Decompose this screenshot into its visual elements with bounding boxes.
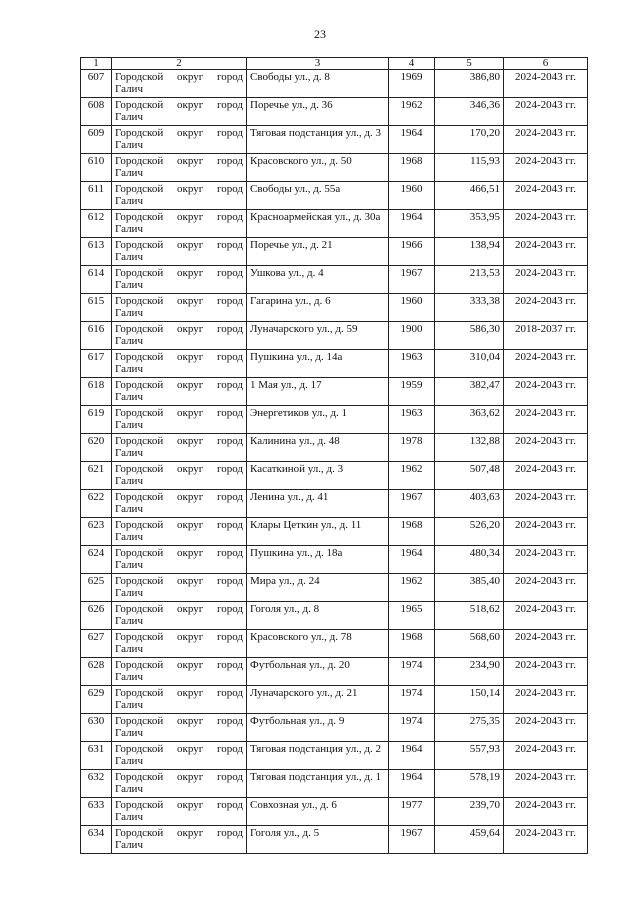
row-number-cell: 631 [81, 742, 112, 770]
table-row [81, 770, 588, 798]
repair-period-cell: 2024-2043 гг. [504, 826, 588, 854]
page-number: 23 [314, 27, 326, 41]
column-header-2: 2 [112, 58, 247, 70]
municipality-cell: Городской округ город Галич [112, 98, 247, 126]
table-row [81, 658, 588, 686]
municipality-cell: Городской округ город Галич [112, 350, 247, 378]
repair-period-cell: 2024-2043 гг. [504, 798, 588, 826]
area-cell: 507,48 [435, 462, 504, 490]
repair-period-cell: 2024-2043 гг. [504, 126, 588, 154]
table-row [81, 518, 588, 546]
municipality-cell: Городской округ город Галич [112, 210, 247, 238]
municipality-cell: Городской округ город Галич [112, 294, 247, 322]
column-header-4: 4 [389, 58, 435, 70]
row-number-cell: 633 [81, 798, 112, 826]
address-cell: Гоголя ул., д. 8 [247, 602, 389, 630]
row-number-cell: 616 [81, 322, 112, 350]
municipality-cell: Городской округ город Галич [112, 658, 247, 686]
address-cell: Свободы ул., д. 8 [247, 70, 389, 98]
address-cell: Гагарина ул., д. 6 [247, 294, 389, 322]
municipality-cell: Городской округ город Галич [112, 378, 247, 406]
area-cell: 518,62 [435, 602, 504, 630]
area-cell: 234,90 [435, 658, 504, 686]
row-number-cell: 609 [81, 126, 112, 154]
table-row [81, 742, 588, 770]
table-row [81, 266, 588, 294]
table-row [81, 826, 588, 854]
repair-period-cell: 2024-2043 гг. [504, 98, 588, 126]
address-cell: Красноармейская ул., д. 30а [247, 210, 389, 238]
municipality-cell: Городской округ город Галич [112, 490, 247, 518]
row-number-cell: 620 [81, 434, 112, 462]
address-cell: Футбольная ул., д. 20 [247, 658, 389, 686]
area-cell: 480,34 [435, 546, 504, 574]
row-number-cell: 613 [81, 238, 112, 266]
header-row [81, 58, 588, 70]
row-number-cell: 612 [81, 210, 112, 238]
address-cell: Тяговая подстанция ул., д. 3 [247, 126, 389, 154]
area-cell: 353,95 [435, 210, 504, 238]
address-cell: Красовского ул., д. 78 [247, 630, 389, 658]
row-number-cell: 634 [81, 826, 112, 854]
municipality-cell: Городской округ город Галич [112, 742, 247, 770]
year-built-cell: 1900 [389, 322, 435, 350]
address-cell: Красовского ул., д. 50 [247, 154, 389, 182]
table-row [81, 294, 588, 322]
area-cell: 466,51 [435, 182, 504, 210]
address-cell: Гоголя ул., д. 5 [247, 826, 389, 854]
address-cell: 1 Мая ул., д. 17 [247, 378, 389, 406]
area-cell: 239,70 [435, 798, 504, 826]
table-row [81, 70, 588, 98]
table-row [81, 574, 588, 602]
table-row [81, 322, 588, 350]
municipality-cell: Городской округ город Галич [112, 518, 247, 546]
area-cell: 557,93 [435, 742, 504, 770]
address-cell: Мира ул., д. 24 [247, 574, 389, 602]
repair-period-cell: 2024-2043 гг. [504, 210, 588, 238]
year-built-cell: 1964 [389, 742, 435, 770]
address-cell: Пушкина ул., д. 14а [247, 350, 389, 378]
municipality-cell: Городской округ город Галич [112, 70, 247, 98]
area-cell: 346,36 [435, 98, 504, 126]
table-row [81, 546, 588, 574]
table-row [81, 98, 588, 126]
address-cell: Тяговая подстанция ул., д. 1 [247, 770, 389, 798]
year-built-cell: 1965 [389, 602, 435, 630]
row-number-cell: 614 [81, 266, 112, 294]
year-built-cell: 1962 [389, 462, 435, 490]
repair-period-cell: 2024-2043 гг. [504, 154, 588, 182]
repair-period-cell: 2024-2043 гг. [504, 630, 588, 658]
repair-period-cell: 2024-2043 гг. [504, 434, 588, 462]
municipality-cell: Городской округ город Галич [112, 182, 247, 210]
table-row [81, 238, 588, 266]
table-row [81, 378, 588, 406]
municipality-cell: Городской округ город Галич [112, 322, 247, 350]
column-header-6: 6 [504, 58, 588, 70]
year-built-cell: 1959 [389, 378, 435, 406]
repair-period-cell: 2024-2043 гг. [504, 70, 588, 98]
repair-period-cell: 2024-2043 гг. [504, 686, 588, 714]
area-cell: 526,20 [435, 518, 504, 546]
area-cell: 170,20 [435, 126, 504, 154]
address-cell: Луначарского ул., д. 21 [247, 686, 389, 714]
address-cell: Совхозная ул., д. 6 [247, 798, 389, 826]
table-row [81, 210, 588, 238]
row-number-cell: 619 [81, 406, 112, 434]
repair-period-cell: 2024-2043 гг. [504, 378, 588, 406]
row-number-cell: 615 [81, 294, 112, 322]
year-built-cell: 1967 [389, 266, 435, 294]
table-row [81, 630, 588, 658]
year-built-cell: 1966 [389, 238, 435, 266]
address-cell: Поречье ул., д. 21 [247, 238, 389, 266]
municipality-cell: Городской округ город Галич [112, 770, 247, 798]
repair-period-cell: 2024-2043 гг. [504, 770, 588, 798]
address-cell: Футбольная ул., д. 9 [247, 714, 389, 742]
area-cell: 578,19 [435, 770, 504, 798]
address-cell: Свободы ул., д. 55а [247, 182, 389, 210]
address-cell: Калинина ул., д. 48 [247, 434, 389, 462]
table-header [81, 58, 588, 70]
row-number-cell: 630 [81, 714, 112, 742]
area-cell: 115,93 [435, 154, 504, 182]
row-number-cell: 623 [81, 518, 112, 546]
row-number-cell: 608 [81, 98, 112, 126]
table-row [81, 182, 588, 210]
year-built-cell: 1977 [389, 798, 435, 826]
row-number-cell: 610 [81, 154, 112, 182]
year-built-cell: 1974 [389, 714, 435, 742]
table-row [81, 686, 588, 714]
area-cell: 333,38 [435, 294, 504, 322]
area-cell: 386,80 [435, 70, 504, 98]
address-cell: Ушкова ул., д. 4 [247, 266, 389, 294]
area-cell: 275,35 [435, 714, 504, 742]
address-cell: Поречье ул., д. 36 [247, 98, 389, 126]
area-cell: 138,94 [435, 238, 504, 266]
address-cell: Ленина ул., д. 41 [247, 490, 389, 518]
repair-period-cell: 2024-2043 гг. [504, 266, 588, 294]
row-number-cell: 618 [81, 378, 112, 406]
year-built-cell: 1962 [389, 98, 435, 126]
municipality-cell: Городской округ город Галич [112, 630, 247, 658]
repair-period-cell: 2024-2043 гг. [504, 406, 588, 434]
year-built-cell: 1960 [389, 294, 435, 322]
municipality-cell: Городской округ город Галич [112, 266, 247, 294]
table-row [81, 490, 588, 518]
area-cell: 132,88 [435, 434, 504, 462]
table-row [81, 434, 588, 462]
year-built-cell: 1964 [389, 770, 435, 798]
year-built-cell: 1969 [389, 70, 435, 98]
address-cell: Клары Цеткин ул., д. 11 [247, 518, 389, 546]
repair-period-cell: 2018-2037 гг. [504, 322, 588, 350]
repair-period-cell: 2024-2043 гг. [504, 518, 588, 546]
table-row [81, 462, 588, 490]
address-cell: Пушкина ул., д. 18а [247, 546, 389, 574]
area-cell: 213,53 [435, 266, 504, 294]
year-built-cell: 1964 [389, 546, 435, 574]
repair-period-cell: 2024-2043 гг. [504, 546, 588, 574]
municipality-cell: Городской округ город Галич [112, 798, 247, 826]
row-number-cell: 611 [81, 182, 112, 210]
year-built-cell: 1964 [389, 126, 435, 154]
municipality-cell: Городской округ город Галич [112, 574, 247, 602]
row-number-cell: 607 [81, 70, 112, 98]
repair-period-cell: 2024-2043 гг. [504, 238, 588, 266]
row-number-cell: 626 [81, 602, 112, 630]
year-built-cell: 1968 [389, 518, 435, 546]
table-row [81, 406, 588, 434]
address-cell: Тяговая подстанция ул., д. 2 [247, 742, 389, 770]
year-built-cell: 1962 [389, 574, 435, 602]
municipality-cell: Городской округ город Галич [112, 126, 247, 154]
repair-period-cell: 2024-2043 гг. [504, 462, 588, 490]
housing-registry-table [80, 57, 588, 854]
municipality-cell: Городской округ город Галич [112, 238, 247, 266]
row-number-cell: 622 [81, 490, 112, 518]
year-built-cell: 1968 [389, 154, 435, 182]
municipality-cell: Городской округ город Галич [112, 686, 247, 714]
repair-period-cell: 2024-2043 гг. [504, 350, 588, 378]
year-built-cell: 1967 [389, 826, 435, 854]
area-cell: 382,47 [435, 378, 504, 406]
year-built-cell: 1960 [389, 182, 435, 210]
year-built-cell: 1964 [389, 210, 435, 238]
column-header-1: 1 [81, 58, 112, 70]
area-cell: 150,14 [435, 686, 504, 714]
repair-period-cell: 2024-2043 гг. [504, 294, 588, 322]
column-header-5: 5 [435, 58, 504, 70]
table-row [81, 154, 588, 182]
municipality-cell: Городской округ город Галич [112, 406, 247, 434]
year-built-cell: 1974 [389, 658, 435, 686]
municipality-cell: Городской округ город Галич [112, 602, 247, 630]
area-cell: 363,62 [435, 406, 504, 434]
area-cell: 586,30 [435, 322, 504, 350]
year-built-cell: 1963 [389, 350, 435, 378]
row-number-cell: 617 [81, 350, 112, 378]
municipality-cell: Городской округ город Галич [112, 714, 247, 742]
row-number-cell: 632 [81, 770, 112, 798]
repair-period-cell: 2024-2043 гг. [504, 602, 588, 630]
repair-period-cell: 2024-2043 гг. [504, 714, 588, 742]
row-number-cell: 621 [81, 462, 112, 490]
municipality-cell: Городской округ город Галич [112, 826, 247, 854]
table-row [81, 798, 588, 826]
repair-period-cell: 2024-2043 гг. [504, 490, 588, 518]
repair-period-cell: 2024-2043 гг. [504, 574, 588, 602]
row-number-cell: 629 [81, 686, 112, 714]
address-cell: Луначарского ул., д. 59 [247, 322, 389, 350]
municipality-cell: Городской округ город Галич [112, 462, 247, 490]
table-row [81, 350, 588, 378]
area-cell: 385,40 [435, 574, 504, 602]
year-built-cell: 1974 [389, 686, 435, 714]
repair-period-cell: 2024-2043 гг. [504, 182, 588, 210]
table-row [81, 602, 588, 630]
year-built-cell: 1963 [389, 406, 435, 434]
address-cell: Касаткиной ул., д. 3 [247, 462, 389, 490]
area-cell: 310,04 [435, 350, 504, 378]
municipality-cell: Городской округ город Галич [112, 546, 247, 574]
row-number-cell: 627 [81, 630, 112, 658]
year-built-cell: 1968 [389, 630, 435, 658]
area-cell: 403,63 [435, 490, 504, 518]
row-number-cell: 628 [81, 658, 112, 686]
year-built-cell: 1967 [389, 490, 435, 518]
table-row [81, 714, 588, 742]
row-number-cell: 624 [81, 546, 112, 574]
year-built-cell: 1978 [389, 434, 435, 462]
area-cell: 568,60 [435, 630, 504, 658]
municipality-cell: Городской округ город Галич [112, 154, 247, 182]
area-cell: 459,64 [435, 826, 504, 854]
table-row [81, 126, 588, 154]
row-number-cell: 625 [81, 574, 112, 602]
repair-period-cell: 2024-2043 гг. [504, 742, 588, 770]
municipality-cell: Городской округ город Галич [112, 434, 247, 462]
column-header-3: 3 [247, 58, 389, 70]
address-cell: Энергетиков ул., д. 1 [247, 406, 389, 434]
table-body [81, 70, 588, 854]
repair-period-cell: 2024-2043 гг. [504, 658, 588, 686]
